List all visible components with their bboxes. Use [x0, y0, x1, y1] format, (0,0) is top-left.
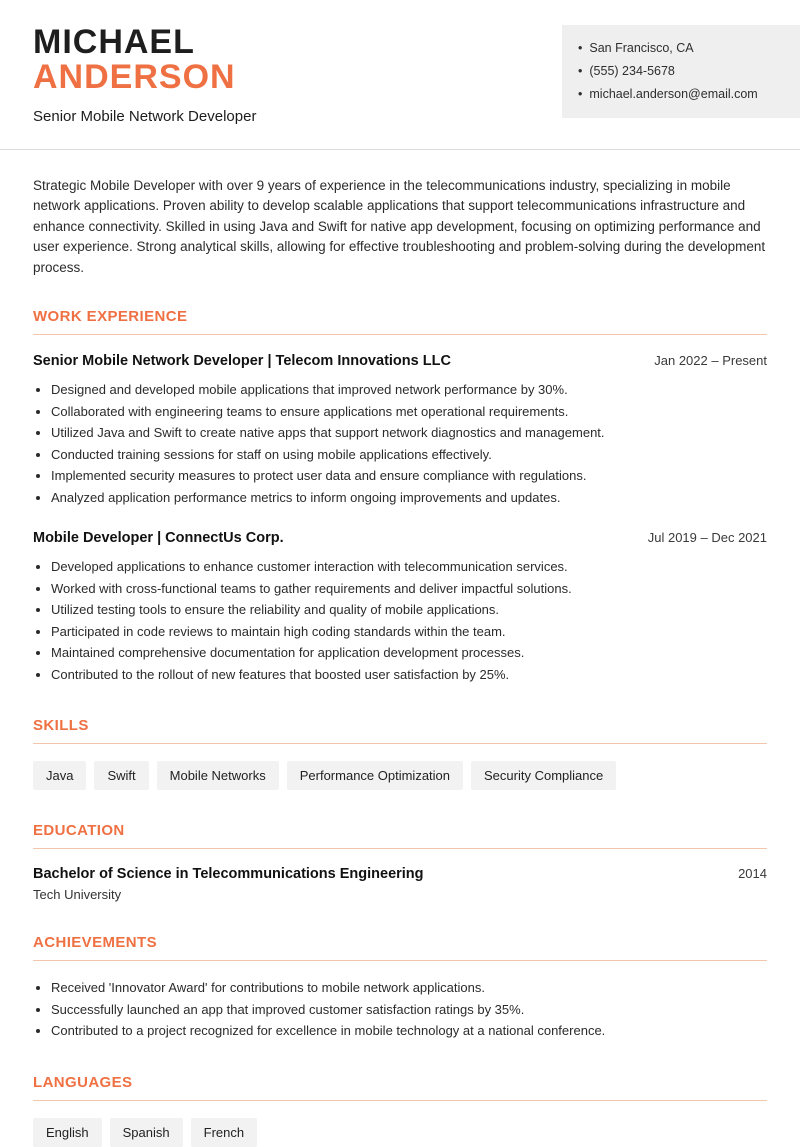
bullet-item: • Successfully launched an app that improved customer satisfaction ratings by 35%.	[51, 999, 767, 1021]
languages-tag-row	[33, 1118, 767, 1147]
education-heading: EDUCATION	[33, 822, 767, 849]
skill-tag: Swift	[94, 761, 148, 790]
contact-location: • San Francisco, CA	[578, 37, 786, 60]
bullet-item: • Conducted training sessions for staff on using mobile applications effectively.	[51, 444, 767, 466]
language-tag: Spanish	[110, 1118, 183, 1147]
section-achievements	[0, 934, 800, 1042]
achievements-bullet-list	[33, 977, 767, 1042]
section-languages	[0, 1074, 800, 1147]
education-degree: Bachelor of Science in Telecommunications Engineering	[33, 866, 424, 883]
language-tag: French	[191, 1118, 257, 1147]
job-title: Senior Mobile Network Developer | Telecom Innovations LLC	[33, 353, 451, 370]
summary-paragraph: Strategic Mobile Developer with over 9 years of experience in the telecommunications industry, specializing in mobile network applications. Proven ability to develop scalable applications that support telecommunications infrastructure and enhance connectivity. Skilled in using Java and Swift for native app development, focusing on optimizing performance and user experience. Strong analytical skills, allowing for effective troubleshooting and problem-solving during the development process.	[33, 177, 766, 275]
skills-tag-row	[33, 761, 767, 790]
header-divider	[0, 149, 800, 150]
job-entry	[33, 353, 767, 508]
bullet-item: • Implemented security measures to protect user data and ensure compliance with regulations.	[51, 465, 767, 487]
contact-card	[562, 25, 800, 118]
section-skills	[0, 717, 800, 790]
skill-tag: Performance Optimization	[287, 761, 463, 790]
job-entry	[33, 530, 767, 685]
skill-tag: Mobile Networks	[157, 761, 279, 790]
job-bullet-list	[33, 379, 767, 508]
skills-heading: SKILLS	[33, 717, 767, 744]
contact-email: • michael.anderson@email.com	[578, 83, 786, 106]
section-education	[0, 822, 800, 902]
bullet-item: • Participated in code reviews to maintain high coding standards within the team.	[51, 621, 767, 643]
bullet-item: • Collaborated with engineering teams to ensure applications met operational requirements.	[51, 401, 767, 423]
section-work-experience	[0, 308, 800, 685]
candidate-first-name: MICHAEL	[33, 23, 195, 61]
achievements-heading: ACHIEVEMENTS	[33, 934, 767, 961]
language-tag: English	[33, 1118, 102, 1147]
bullet-item: • Analyzed application performance metrics to inform ongoing improvements and updates.	[51, 487, 767, 509]
bullet-item: • Maintained comprehensive documentation for application development processes.	[51, 642, 767, 664]
bullet-item: • Contributed to a project recognized for excellence in mobile technology at a national conference.	[51, 1020, 767, 1042]
bullet-item: • Utilized testing tools to ensure the reliability and quality of mobile applications.	[51, 599, 767, 621]
contact-phone: • (555) 234-5678	[578, 60, 786, 83]
resume-header	[0, 0, 800, 125]
job-title: Mobile Developer | ConnectUs Corp.	[33, 530, 284, 547]
bullet-item: • Designed and developed mobile applications that improved network performance by 30%.	[51, 379, 767, 401]
bullet-item: • Worked with cross-functional teams to gather requirements and deliver impactful solutions.	[51, 578, 767, 600]
bullet-item: • Developed applications to enhance customer interaction with telecommunication services.	[51, 556, 767, 578]
work-experience-heading: WORK EXPERIENCE	[33, 308, 767, 335]
education-year: 2014	[738, 866, 767, 882]
bullet-item: • Utilized Java and Swift to create native apps that support network diagnostics and management.	[51, 422, 767, 444]
education-school: Tech University	[33, 887, 122, 903]
skill-tag: Security Compliance	[471, 761, 616, 790]
candidate-title: Senior Mobile Network Developer	[33, 107, 257, 125]
job-dates: Jan 2022 – Present	[654, 353, 767, 369]
job-bullet-list	[33, 556, 767, 685]
bullet-item: • Contributed to the rollout of new features that boosted user satisfaction by 25%.	[51, 664, 767, 686]
bullet-item: • Received 'Innovator Award' for contributions to mobile network applications.	[51, 977, 767, 999]
job-dates: Jul 2019 – Dec 2021	[647, 530, 767, 546]
skill-tag: Java	[33, 761, 86, 790]
languages-heading: LANGUAGES	[33, 1074, 767, 1101]
candidate-last-name: ANDERSON	[33, 58, 236, 97]
